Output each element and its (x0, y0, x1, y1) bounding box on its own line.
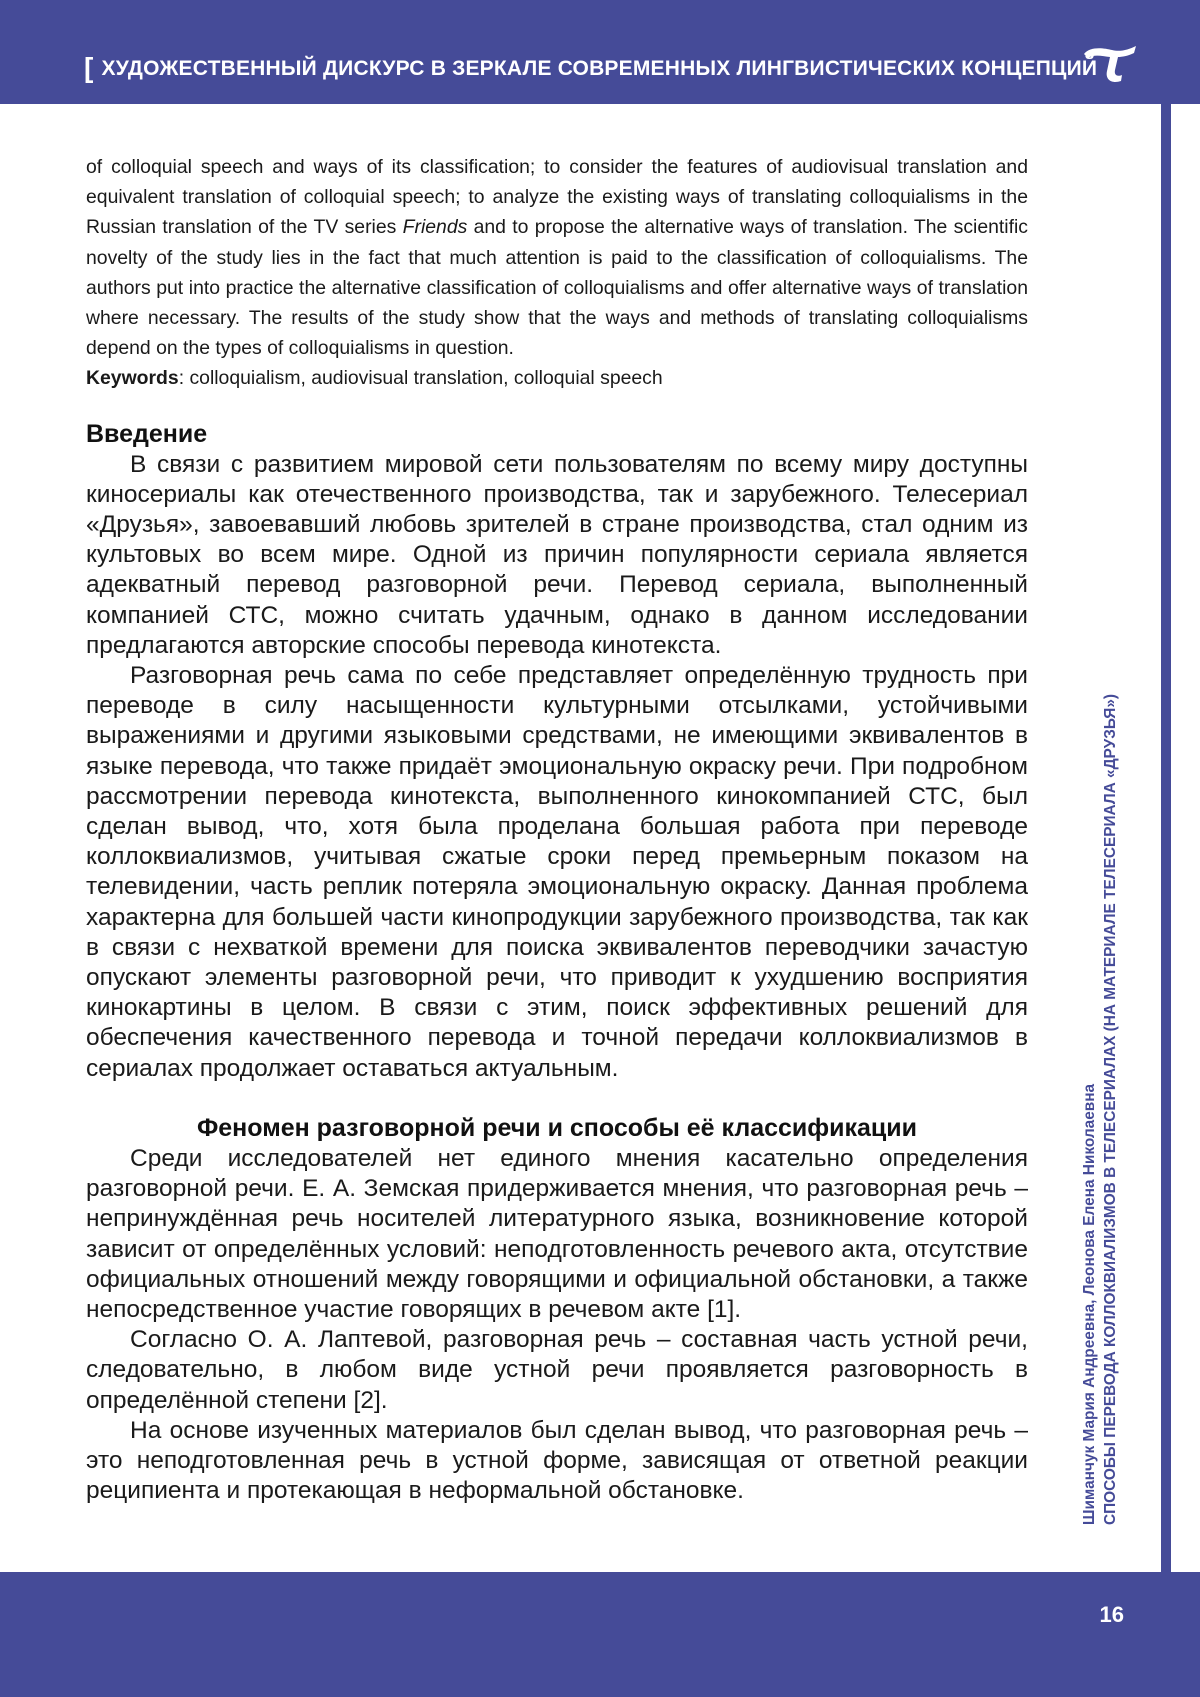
abstract-text-part-1: of colloquial speech and ways of its classification; to consider the features of audiovisual translation and equivalent translation of colloquial speech; to analyze the existing ways of translating colloquialisms in the Russian translation of the TV series (86, 156, 1028, 239)
keywords-text: : colloquialism, audiovisual translation, colloquial speech (178, 367, 663, 390)
abstract-text (86, 152, 1028, 363)
section-paragraph: Среди исследователей нет единого мнения касательно определения разговорной речи. Е. А. Земская придерживается мнения, что разговорная речь – непринуждённая речь носителей литературного языка, возникновение которой зависит от определённых условий: неподготовленность речевого акта, отсутствие официальных отношений между говорящими и официальной обстановки, а также непосредственное участие говорящих в речевом акте [1]. (86, 1144, 1028, 1323)
section-paragraph: На основе изученных материалов был сделан вывод, что разговорная речь – это неподготовленная речь в устной форме, зависящая от ответной реакции реципиента и протекающая в неформальной обстановке. (86, 1416, 1028, 1505)
keywords-label: Keywords (86, 367, 179, 390)
intro-heading: Введение (86, 419, 208, 448)
right-edge-bar (1161, 104, 1171, 1572)
journal-logo-icon (1082, 44, 1138, 84)
section-paragraph: Согласно О. А. Лаптевой, разговорная речь – составная часть устной речи, следовательно, в любом виде устной речи проявляется разговорность в определённой степени [2]. (86, 1326, 1028, 1414)
header-title-text: ХУДОЖЕСТВЕННЫЙ ДИСКУРС В ЗЕРКАЛЕ СОВРЕМЕННЫХ ЛИНГВИСТИЧЕСКИХ КОНЦЕПЦИЙ (101, 57, 1098, 80)
article-authors: Шиманчук Мария Андреевна, Леонова Елена Николаевна (1081, 1083, 1098, 1525)
section-body (86, 1144, 1028, 1506)
page-content (86, 152, 1028, 1506)
page-footer (0, 1572, 1200, 1697)
abstract (86, 152, 1028, 394)
article-title: СПОСОБЫ ПЕРЕВОДА КОЛЛОКВИАЛИЗМОВ В ТЕЛЕСЕРИАЛАХ (НА МАТЕРИАЛЕ ТЕЛЕСЕРИАЛА «ДРУЗЬЯ») (1102, 693, 1119, 1525)
section-heading: Феномен разговорной речи и способы её классификации (196, 1113, 918, 1142)
intro-paragraph: В связи с развитием мировой сети пользователям по всему миру доступны киносериалы как отечественного производства, так и зарубежного. Телесериал «Друзья», завоевавший любовь зрителей в стране производства, стал одним из культовых во всем мире. Одной из причин популярности сериала является адекватный перевод разговорной речи. Перевод сериала, выполненный компанией СТС, можно считать удачным, однако в данном исследовании предлагаются авторские способы перевода кинотекста. (86, 450, 1028, 659)
article-running-head (1079, 645, 1121, 1525)
page-number: 16 (1099, 1602, 1124, 1627)
abstract-text-part-2: and to propose the alternative ways of translation. The scientific novelty of the study lies in the fact that much attention is paid to the classification of colloquialisms. The authors put into practice the alternative classification of colloquialisms and offer alternative ways of translation where necessary. The results of the study show that the ways and methods of translating colloquialisms depend on the types of colloquialisms in question. (86, 216, 1028, 360)
page-header (0, 0, 1200, 104)
intro-paragraph: Разговорная речь сама по себе представляет определённую трудность при переводе в силу насыщенности культурными отсылками, устойчивыми выражениями и другими языковыми средствами, не имеющими эквивалентов в языке перевода, что также придаёт эмоциональную окраску речи. При подробном рассмотрении перевода кинотекста, выполненного кинокомпанией СТС, был сделан вывод, что, хотя была проделана большая работа при переводе коллоквиализмов, учитывая сжатые сроки перед премьерным показом на телевидении, часть реплик потеряла эмоциональную окраску. Данная проблема характерна для большей части кинопродукции зарубежного производства, так как в связи с нехваткой времени для поиска эквивалентов переводчики зачастую опускают элементы разговорной речи, что приводит к ухудшению восприятия кинокартины в целом. В связи с этим, поиск эффективных решений для обеспечения качественного перевода и точной передачи коллоквиализмов в сериалах продолжает оставаться актуальным. (86, 662, 1028, 1082)
header-bracket: [ (84, 52, 94, 83)
journal-section-title (84, 50, 1097, 82)
keywords (86, 363, 1028, 393)
abstract-italic-title: Friends (402, 216, 468, 239)
intro-body (86, 450, 1028, 1084)
